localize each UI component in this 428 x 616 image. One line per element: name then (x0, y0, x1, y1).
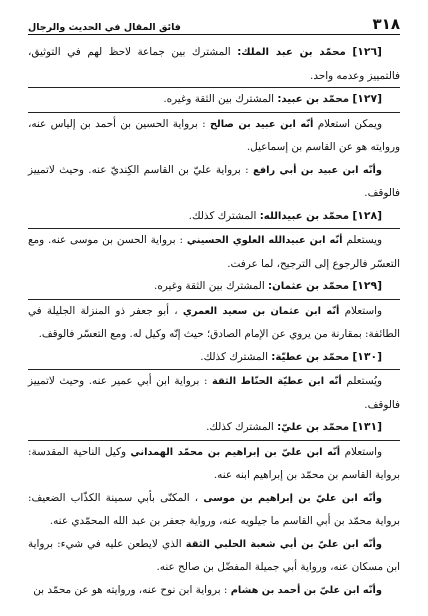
paragraph-bold: وأنّه ابن عليّ بن أحمد بن هشام (230, 584, 382, 596)
paragraph (28, 159, 400, 205)
entry-number: [١٢٩] (352, 279, 382, 292)
paragraph-text: ، أبو جعفر ذو المنزلة الجليلة في الطائفة: بمقارنة من يروي عن الإمام الصادق؛ حيث إنّه وكيل له. ومع التعسّر فالوقف. (28, 304, 400, 340)
entry-number: [١٢٨] (352, 208, 382, 222)
entry-126 (28, 41, 400, 88)
entry-130 (28, 346, 400, 371)
paragraph-text: : برواية الحسن بن موسى عنه. ومع التعسّر فالرجوع إلى الترجيح، لما عرفت. (28, 234, 400, 270)
entry-text: المشترك بين الثقة وغيره. (163, 93, 275, 105)
paragraph-bold: أنّه ابن عبيد بن صالح (209, 118, 314, 130)
paragraph-prefix: واستعلام (344, 445, 382, 458)
entry-number: [١٣١] (352, 420, 382, 433)
entry-heading: محمّد بن عثمان: (268, 281, 350, 292)
paragraph-bold: أنّه ابن عليّ بن إبراهيم بن محمّد الهمداني (130, 446, 341, 458)
paragraph-text: وكيل الناحية المقدسة: برواية القاسم بن محمّد بن إبراهيم ابنه عنه. (28, 445, 400, 481)
entry-text: المشترك بين الثقة وغيره. (154, 280, 265, 292)
entry-text: المشترك كذلك. (188, 209, 257, 222)
running-title: فائق المقال في الحديث والرجال (28, 21, 181, 33)
paragraph-text: : برواية الحسين بن أحمد بن إلياس عنه، وروايته هو عن القاسم بن إسماعيل. (28, 117, 400, 153)
entry-number: [١٢٦] (352, 45, 382, 58)
paragraph (28, 370, 400, 416)
paragraph-bold: أنّه ابن عبيدالله العلوي الحسيني (186, 235, 343, 246)
entry-text: المشترك كذلك. (200, 350, 268, 363)
entry-heading: محمّد بن عبيدالله: (259, 210, 350, 222)
paragraph (28, 300, 400, 346)
entry-number: [١٢٧] (352, 92, 382, 105)
paragraph-text: ، المكنّى بأبي سمينة الكذّاب الضعيف: برواية محمّد بن أبي القاسم ما جيلويه عنه، ورواية جعفر بن عبد الله المحمّدي عنه. (28, 491, 400, 527)
paragraph-bold: وأنّه ابن عبيد بن أبي رافع (253, 164, 383, 176)
paragraph (28, 113, 400, 159)
paragraph-bold: أنّه ابن عطيّة الحنّاط الثقة (212, 376, 342, 387)
entry-131 (28, 416, 400, 441)
paragraph-prefix: ويُستعلم (346, 375, 382, 387)
paragraph (28, 533, 400, 579)
paragraph (28, 441, 400, 487)
entry-heading: محمّد بن عبد الملك: (237, 47, 346, 58)
entry-text: المشترك بين جماعة لاحظ لهم في التوثيق، فالتمييز وعدمه واحد. (28, 46, 400, 82)
entry-129 (28, 275, 400, 300)
entry-127 (28, 88, 400, 113)
entry-128 (28, 205, 400, 230)
paragraph (28, 229, 400, 275)
paragraph-bold: وأنّه ابن عليّ بن إبراهيم بن موسى (203, 492, 382, 504)
entry-heading: محمّد بن عليّ: (277, 422, 350, 433)
paragraph-prefix: ويمكن استعلام (317, 117, 382, 130)
paragraph-text: : برواية ابن أبي عمير عنه. وحيث لاتمييز فالوقف. (28, 375, 400, 411)
paragraph-prefix: ويستعلم (346, 234, 383, 246)
page-header (28, 10, 400, 35)
entry-heading: محمّد بن عطيّة: (271, 351, 350, 363)
document-body (28, 41, 400, 602)
document-page (28, 10, 400, 616)
paragraph-bold: وأنّه ابن عليّ بن أبي شعبة الحلبي الثقة (185, 538, 383, 550)
entry-number: [١٣٠] (352, 349, 382, 363)
entry-text: المشترك كذلك. (206, 421, 274, 433)
paragraph (28, 487, 400, 533)
paragraph-text: : برواية عليّ بن القاسم الكِنديّ عنه. وحيث لاتمييز فالوقف. (28, 163, 400, 199)
paragraph-text: الذي لايطعن عليه في شيء: برواية ابن مسكان عنه، ورواية أبي جميلة المفضّل بن صالح عنه. (28, 537, 400, 573)
entry-heading: محمّد بن عبيد: (277, 94, 350, 105)
paragraph-text: : برواية ابن نوح عنه، وروايته هو عن محمّد بن (33, 583, 228, 596)
paragraph-bold: أنّه ابن عثمان بن سعيد العمري (182, 305, 340, 317)
page-number: ٣١٨ (372, 15, 400, 33)
paragraph-prefix: واستعلام (344, 304, 382, 317)
paragraph (28, 579, 400, 603)
